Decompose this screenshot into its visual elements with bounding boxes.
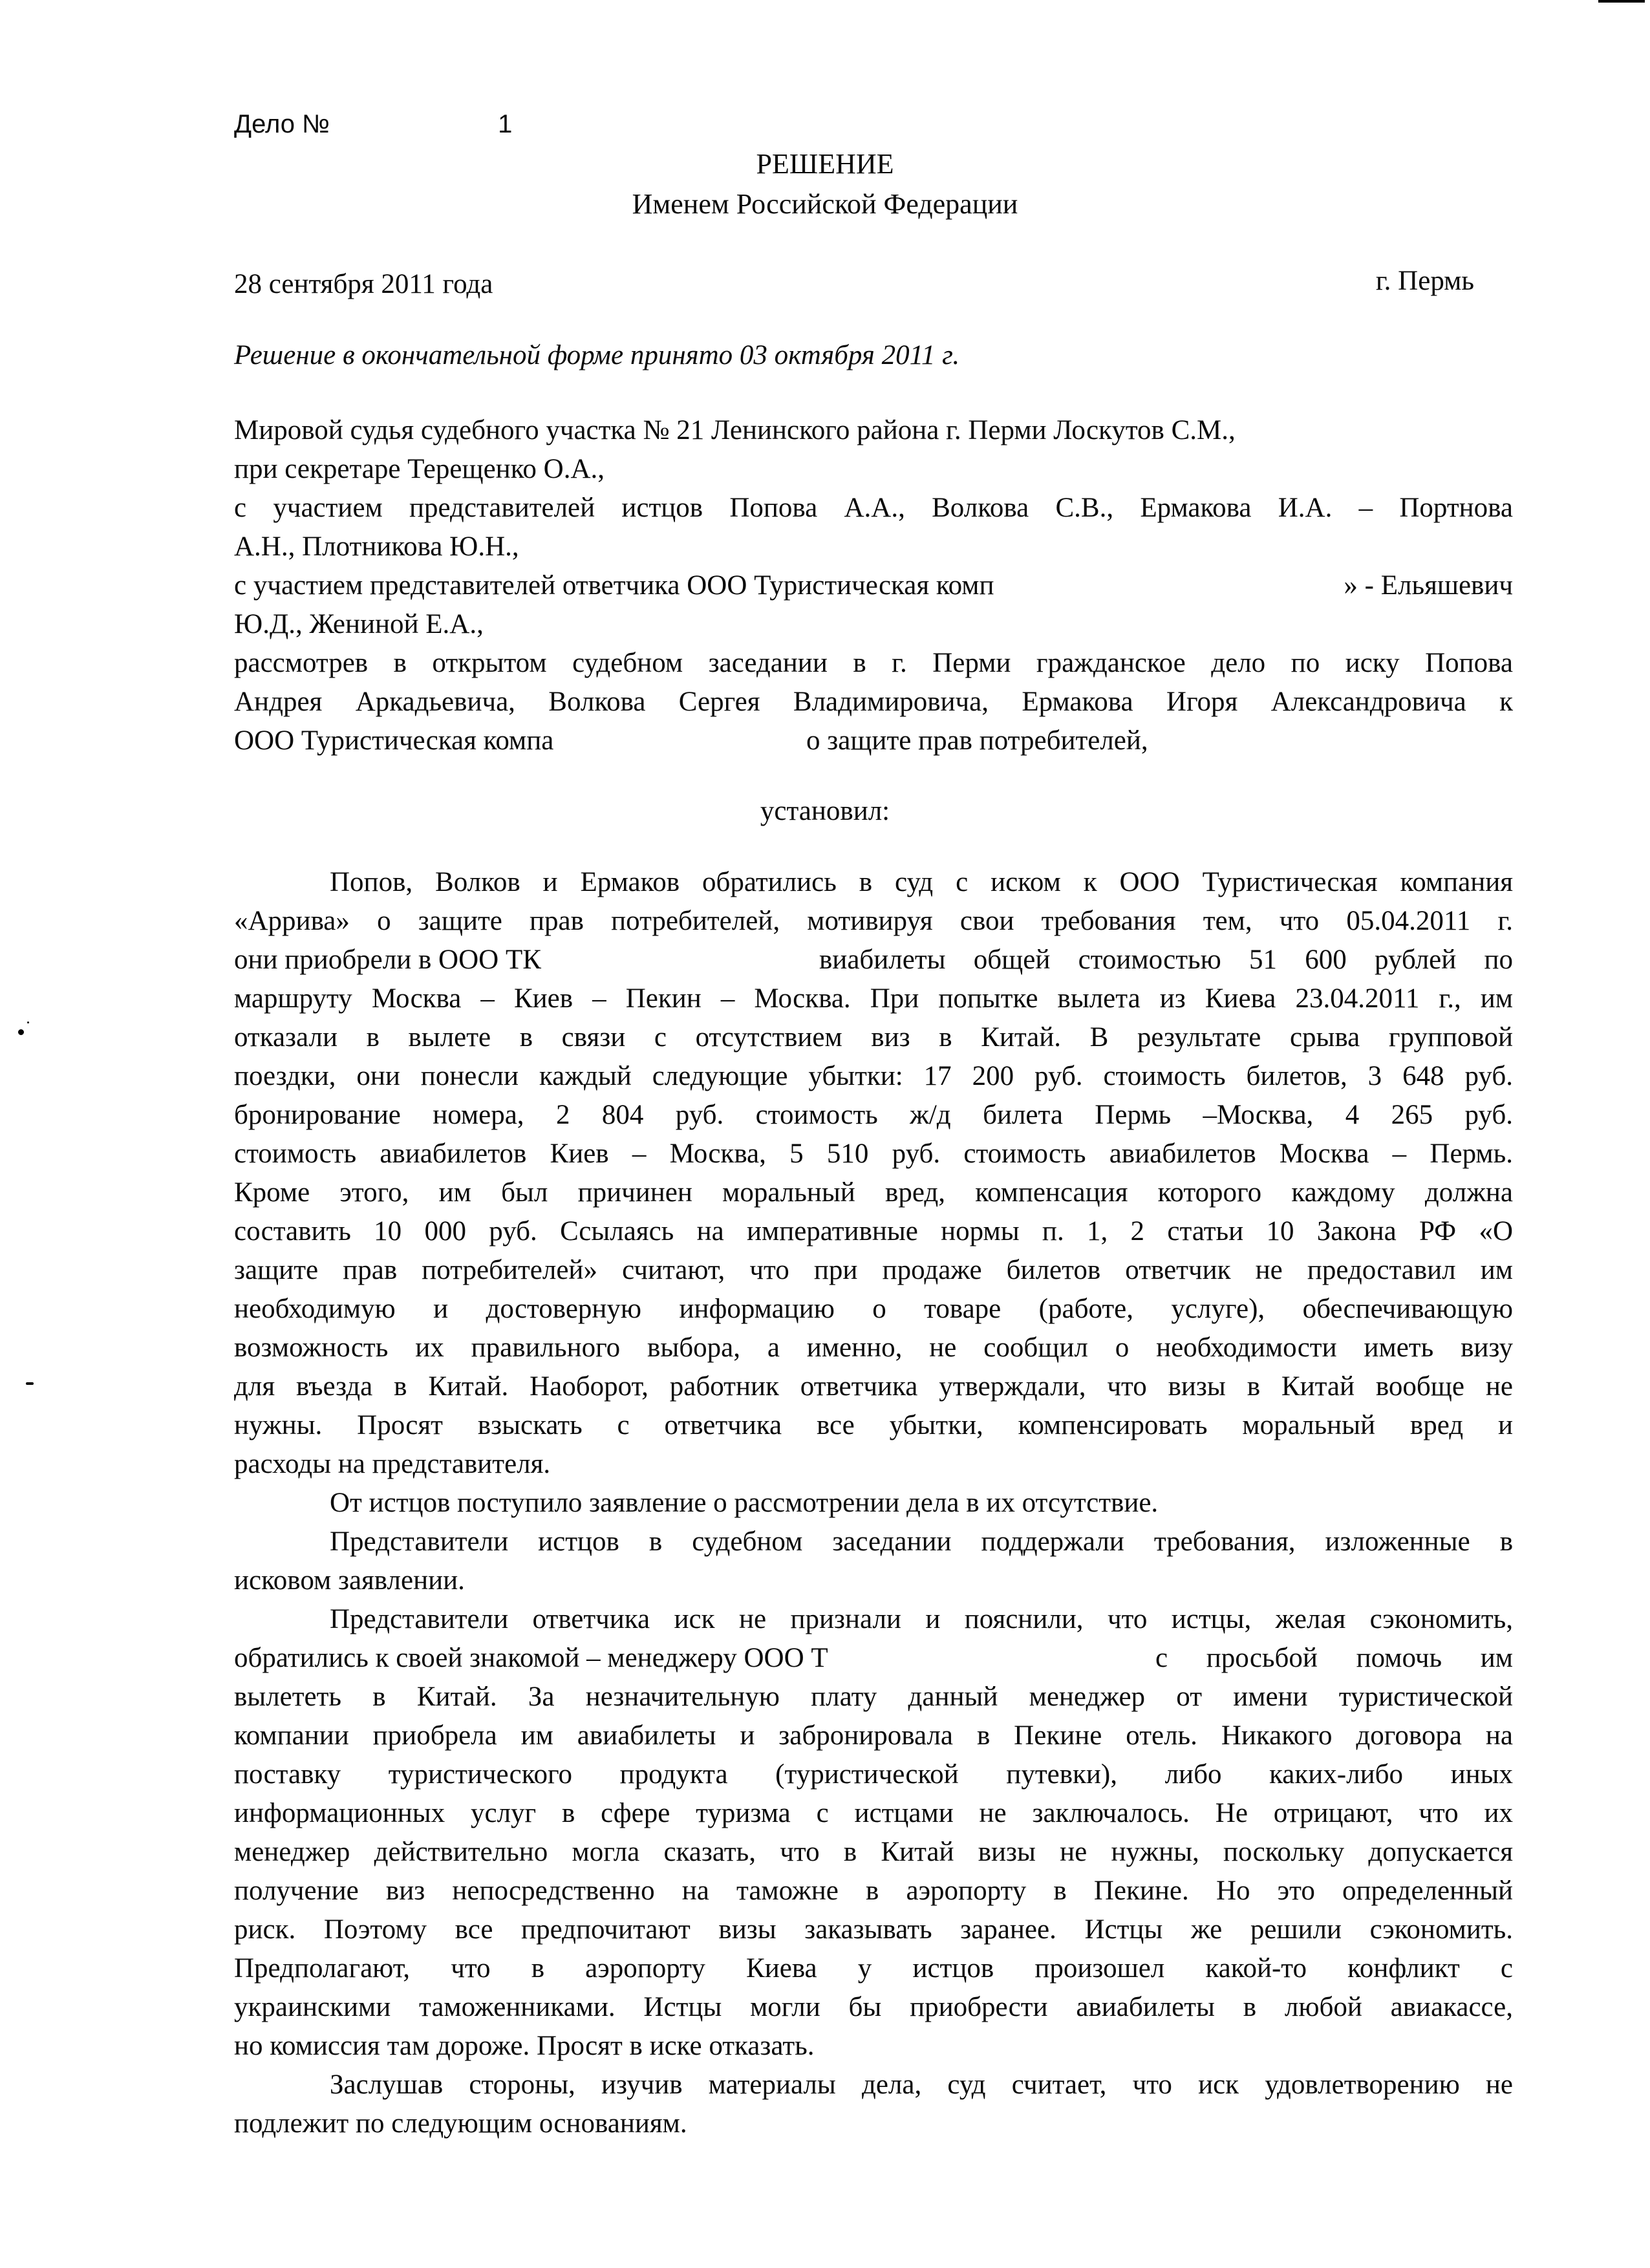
intro-line-part: ООО Туристическая компа xyxy=(234,725,554,756)
body-line: риск. Поэтому все предпочитают визы заказывать заранее. Истцы же решили сэкономить. xyxy=(234,1914,1513,1945)
body-line: Попов, Волков и Ермаков обратились в суд с иском к ООО Туристическая компания xyxy=(330,867,1513,897)
intro-line xyxy=(234,566,1513,605)
body-line: нужны. Просят взыскать с ответчика все убытки, компенсировать моральный вред и xyxy=(234,1410,1513,1440)
body-line: подлежит по следующим основаниям. xyxy=(234,2108,687,2139)
document-title: РЕШЕНИЕ xyxy=(756,148,894,180)
intro-line-part: » - Ельяшевич xyxy=(1344,570,1513,601)
case-label: Дело № xyxy=(234,110,330,138)
body-line: поставку туристического продукта (туристической путевки), либо каких-либо иных xyxy=(234,1759,1513,1790)
scan-edge-mark xyxy=(1598,0,1645,3)
body-line xyxy=(234,1639,1513,1678)
body-line: Предполагают, что в аэропорту Киева у истцов произошел какой-то конфликт с xyxy=(234,1953,1513,1984)
document-subtitle: Именем Российской Федерации xyxy=(632,188,1018,220)
body-line: Представители ответчика иск не признали и пояснили, что истцы, желая сэкономить, xyxy=(330,1604,1513,1634)
intro-line: рассмотрев в открытом судебном заседании в г. Перми гражданское дело по иску Попова xyxy=(234,648,1513,678)
body-line: поездки, они понесли каждый следующие убытки: 17 200 руб. стоимость билетов, 3 648 руб. xyxy=(234,1061,1513,1091)
scan-speck xyxy=(27,1022,29,1023)
intro-line-part: с участием представителей ответчика ООО Туристическая комп xyxy=(234,570,994,601)
final-form-note: Решение в окончательной форме принято 03 октября 2011 г. xyxy=(234,340,960,370)
body-line: Кроме этого, им был причинен моральный вред, компенсация которого каждому должна xyxy=(234,1177,1513,1208)
body-line: менеджер действительно могла сказать, что в Китай визы не нужны, поскольку допускается xyxy=(234,1837,1513,1867)
body-line: бронирование номера, 2 804 руб. стоимость ж/д билета Пермь –Москва, 4 265 руб. xyxy=(234,1100,1513,1130)
body-line-part: они приобрели в ООО ТК xyxy=(234,945,541,975)
body-line: исковом заявлении. xyxy=(234,1565,465,1596)
intro-line: Ю.Д., Жениной Е.А., xyxy=(234,609,484,639)
body-line: Заслушав стороны, изучив материалы дела, суд считает, что иск удовлетворению не xyxy=(330,2070,1513,2100)
body-line: информационных услуг в сфере туризма с истцами не заключалось. Не отрицают, что их xyxy=(234,1798,1513,1828)
body-line: Представители истцов в судебном заседании поддержали требования, изложенные в xyxy=(330,1526,1513,1557)
body-line: расходы на представителя. xyxy=(234,1449,551,1479)
body-line: стоимость авиабилетов Киев – Москва, 5 510 руб. стоимость авиабилетов Москва – Пермь. xyxy=(234,1139,1513,1169)
intro-line: с участием представителей истцов Попова А.А., Волкова С.В., Ермакова И.А. – Портнова xyxy=(234,493,1513,523)
body-line: компании приобрела им авиабилеты и забронировала в Пекине отель. Никакого договора на xyxy=(234,1720,1513,1751)
body-line: для въезда в Китай. Наоборот, работник ответчика утверждали, что визы в Китай вообще не xyxy=(234,1371,1513,1402)
decision-city: г. Пермь xyxy=(1375,266,1474,296)
body-line: возможность их правильного выбора, а именно, не сообщил о необходимости иметь визу xyxy=(234,1332,1513,1363)
intro-line: А.Н., Плотникова Ю.Н., xyxy=(234,531,519,562)
body-line: От истцов поступило заявление о рассмотрении дела в их отсутствие. xyxy=(330,1488,1159,1518)
body-line xyxy=(234,941,1513,979)
body-line: отказали в вылете в связи с отсутствием виз в Китай. В результате срыва групповой xyxy=(234,1022,1513,1053)
intro-line: при секретаре Терещенко О.А., xyxy=(234,454,605,484)
section-heading: установил: xyxy=(760,796,890,826)
body-line: но комиссия там дороже. Просят в иске отказать. xyxy=(234,2031,815,2061)
body-line: получение виз непосредственно на таможне в аэропорту в Пекине. Но это определенный xyxy=(234,1876,1513,1906)
intro-line xyxy=(234,722,1513,760)
scan-speck xyxy=(26,1382,34,1385)
intro-line: Андрея Аркадьевича, Волкова Сергея Владимировича, Ермакова Игоря Александровича к xyxy=(234,687,1513,717)
decision-date: 28 сентября 2011 года xyxy=(234,269,493,299)
case-number xyxy=(234,110,512,139)
intro-line-part: о защите прав потребителей, xyxy=(806,725,1148,756)
body-line: украинскими таможенниками. Истцы могли бы приобрести авиабилеты в любой авиакассе, xyxy=(234,1992,1513,2022)
body-line-part: обратились к своей знакомой – менеджеру ООО Т xyxy=(234,1643,828,1673)
body-line: вылететь в Китай. За незначительную плату данный менеджер от имени туристической xyxy=(234,1682,1513,1712)
body-line: составить 10 000 руб. Ссылаясь на императивные нормы п. 1, 2 статьи 10 Закона РФ «О xyxy=(234,1216,1513,1246)
body-line: защите прав потребителей» считают, что при продаже билетов ответчик не предоставил им xyxy=(234,1255,1513,1285)
scan-speck xyxy=(18,1029,24,1035)
intro-line: Мировой судья судебного участка № 21 Ленинского района г. Перми Лоскутов С.М., xyxy=(234,415,1236,445)
body-line-part: виабилеты общей стоимостью 51 600 рублей по xyxy=(819,945,1513,975)
body-line-part: с просьбой помочь им xyxy=(1155,1643,1513,1673)
body-line: «Аррива» о защите прав потребителей, мотивируя свои требования тем, что 05.04.2011 г. xyxy=(234,906,1513,936)
body-line: необходимую и достоверную информацию о товаре (работе, услуге), обеспечивающую xyxy=(234,1294,1513,1324)
case-number-suffix: 1 xyxy=(498,110,513,138)
body-line: маршруту Москва – Киев – Пекин – Москва. При попытке вылета из Киева 23.04.2011 г., им xyxy=(234,983,1513,1014)
